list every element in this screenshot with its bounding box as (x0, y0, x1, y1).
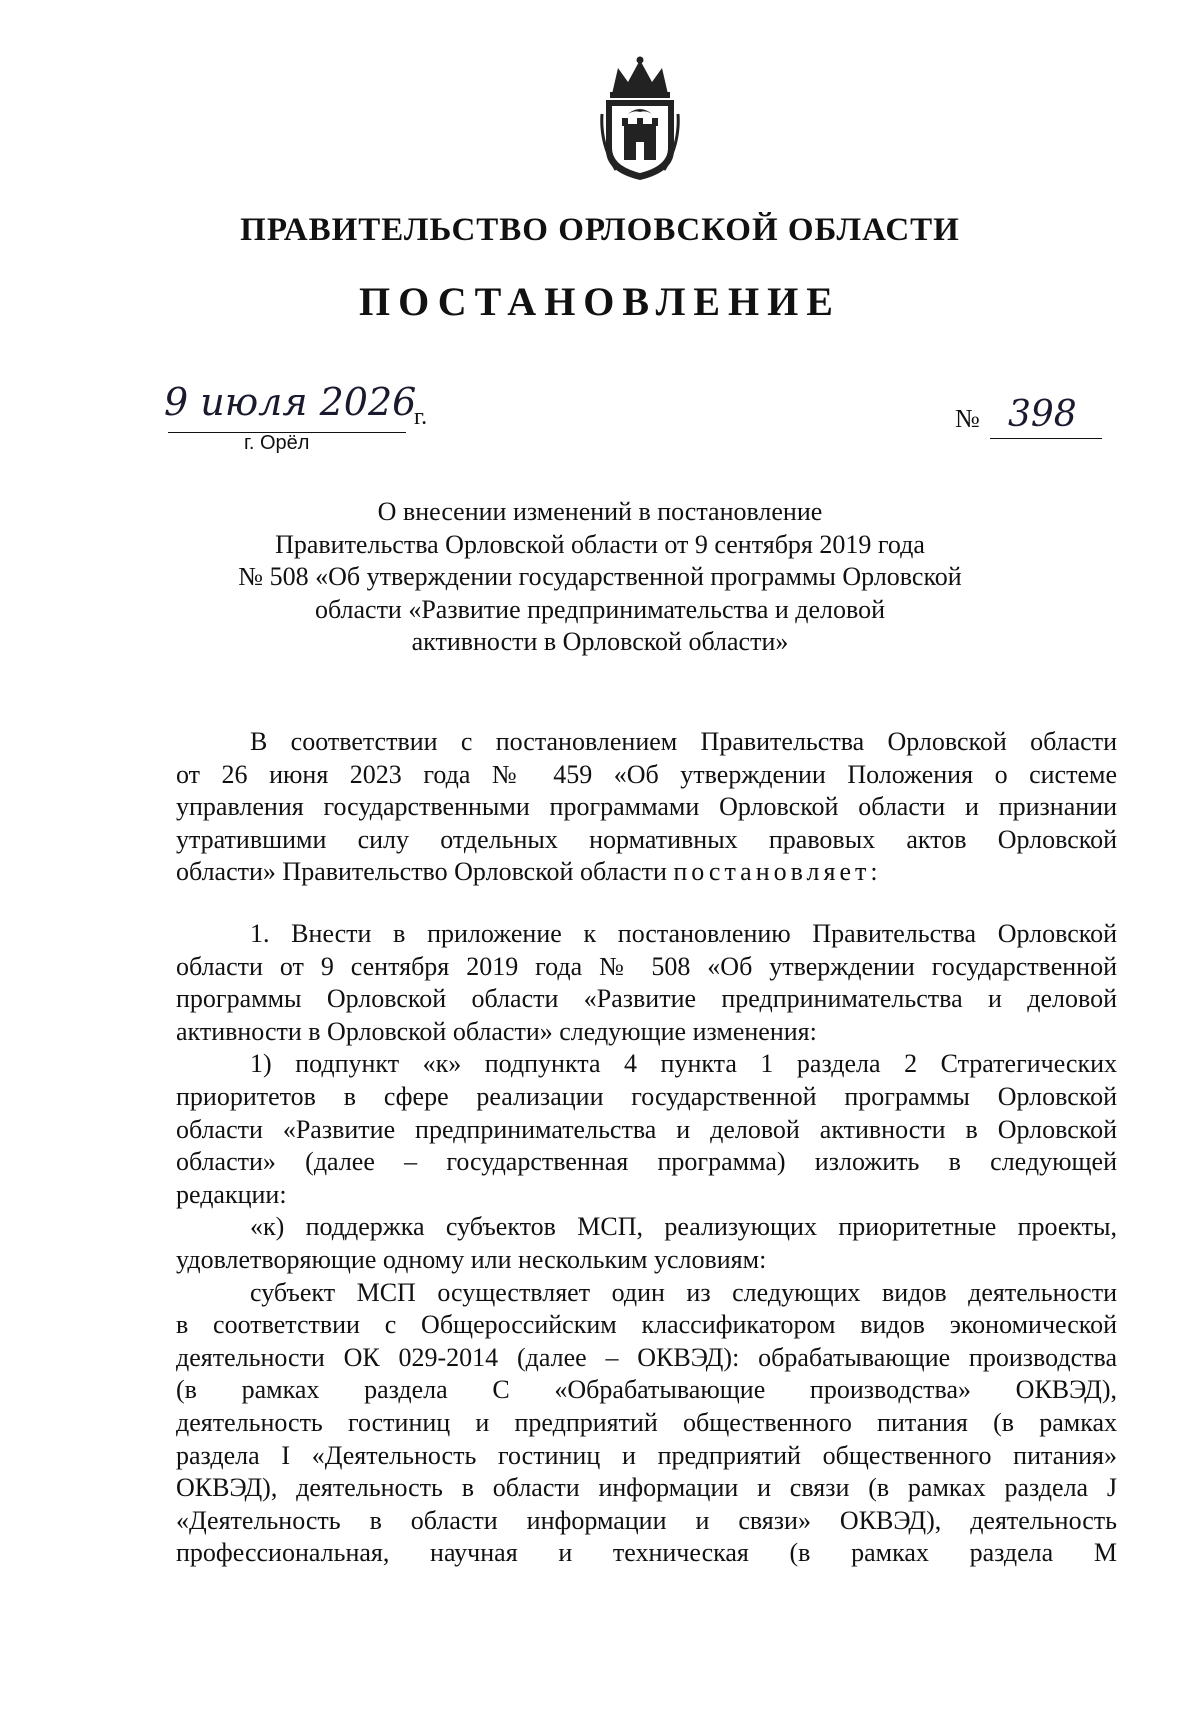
text-line: (в рамках раздела С «Обрабатывающие производства» ОКВЭД), (176, 1375, 1117, 1405)
text-line: активности в Орловской области» следующие изменения: (176, 1016, 817, 1046)
organization-name: ПРАВИТЕЛЬСТВО ОРЛОВСКОЙ ОБЛАСТИ (240, 212, 960, 248)
text-line: В соответствии с постановлением Правительства Орловской области (250, 727, 1117, 756)
text-line: области от 9 сентября 2019 года № 508 «Об утверждении государственной (176, 951, 1117, 981)
text-line: области «Развитие предпринимательства и деловой активности в Орловской (176, 1114, 1117, 1144)
main-body (176, 918, 1117, 1570)
number-label: № (955, 404, 980, 433)
text-line: от 26 июня 2023 года № 459 «Об утверждении Положения о системе (176, 759, 1117, 789)
coat-of-arms-emblem (598, 54, 682, 184)
text-line: профессиональная, научная и техническая (в рамках раздела М (176, 1538, 1117, 1568)
text-line: области» (далее – государственная программа) изложить в следующей (176, 1147, 1117, 1177)
text-line: деятельность гостиниц и предприятий общественного питания (в рамках (176, 1407, 1117, 1437)
city-name: г. Орёл (244, 432, 310, 454)
title-line: активности в Орловской области» (411, 627, 789, 656)
text-line: 1) подпункт «к» подпункта 4 пункта 1 раздела 2 Стратегических (250, 1049, 1117, 1079)
text-line: утратившими силу отдельных нормативных правовых актов Орловской (176, 824, 1117, 854)
title-line: области «Развитие предпринимательства и деловой (314, 594, 886, 624)
text-line: в соответствии с Общероссийским классификатором видов экономической (176, 1310, 1117, 1340)
text-line: редакции: (176, 1179, 287, 1209)
text-line: удовлетворяющие одному или нескольким условиям: (176, 1244, 767, 1274)
handwritten-date: 9 июля 2026 (164, 380, 417, 424)
preamble-last-text: области» Правительство Орловской области (176, 857, 674, 887)
title-line: Правительства Орловской области от 9 сентября 2019 года (275, 529, 925, 559)
text-line: «Деятельность в области информации и связи» ОКВЭД), деятельность (176, 1505, 1117, 1535)
text-line: 1. Внести в приложение к постановлению Правительства Орловской (250, 919, 1117, 948)
text-line: деятельности ОК 029-2014 (далее – ОКВЭД): обрабатывающие производства (176, 1342, 1117, 1372)
text-line: раздела I «Деятельность гостиниц и предприятий общественного питания» (176, 1440, 1117, 1470)
title-line: № 508 «Об утверждении государственной программы Орловской (238, 562, 962, 591)
document-title (160, 496, 1040, 659)
number-underline (990, 438, 1102, 439)
date-year-suffix: г. (414, 404, 428, 430)
text-line: «к) поддержка субъектов МСП, реализующих приоритетные проекты, (250, 1212, 1117, 1242)
text-line: приоритетов в сфере реализации государственной программы Орловской (176, 1081, 1117, 1111)
document-type: ПОСТАНОВЛЕНИЕ (359, 279, 841, 324)
text-line: субъект МСП осуществляет один из следующих видов деятельности (250, 1277, 1117, 1307)
handwritten-number: 398 (1008, 394, 1077, 435)
preamble-paragraph (176, 726, 1117, 889)
text-line: ОКВЭД), деятельность в области информации и связи (в рамках раздела J (176, 1473, 1117, 1503)
text-line: программы Орловской области «Развитие предпринимательства и деловой (176, 984, 1117, 1014)
text-line: управления государственными программами Орловской области и признании (176, 792, 1117, 822)
resolves-word: постановляет: (673, 857, 882, 887)
title-line: О внесении изменений в постановление (377, 497, 823, 526)
text-line-final (176, 856, 1117, 889)
